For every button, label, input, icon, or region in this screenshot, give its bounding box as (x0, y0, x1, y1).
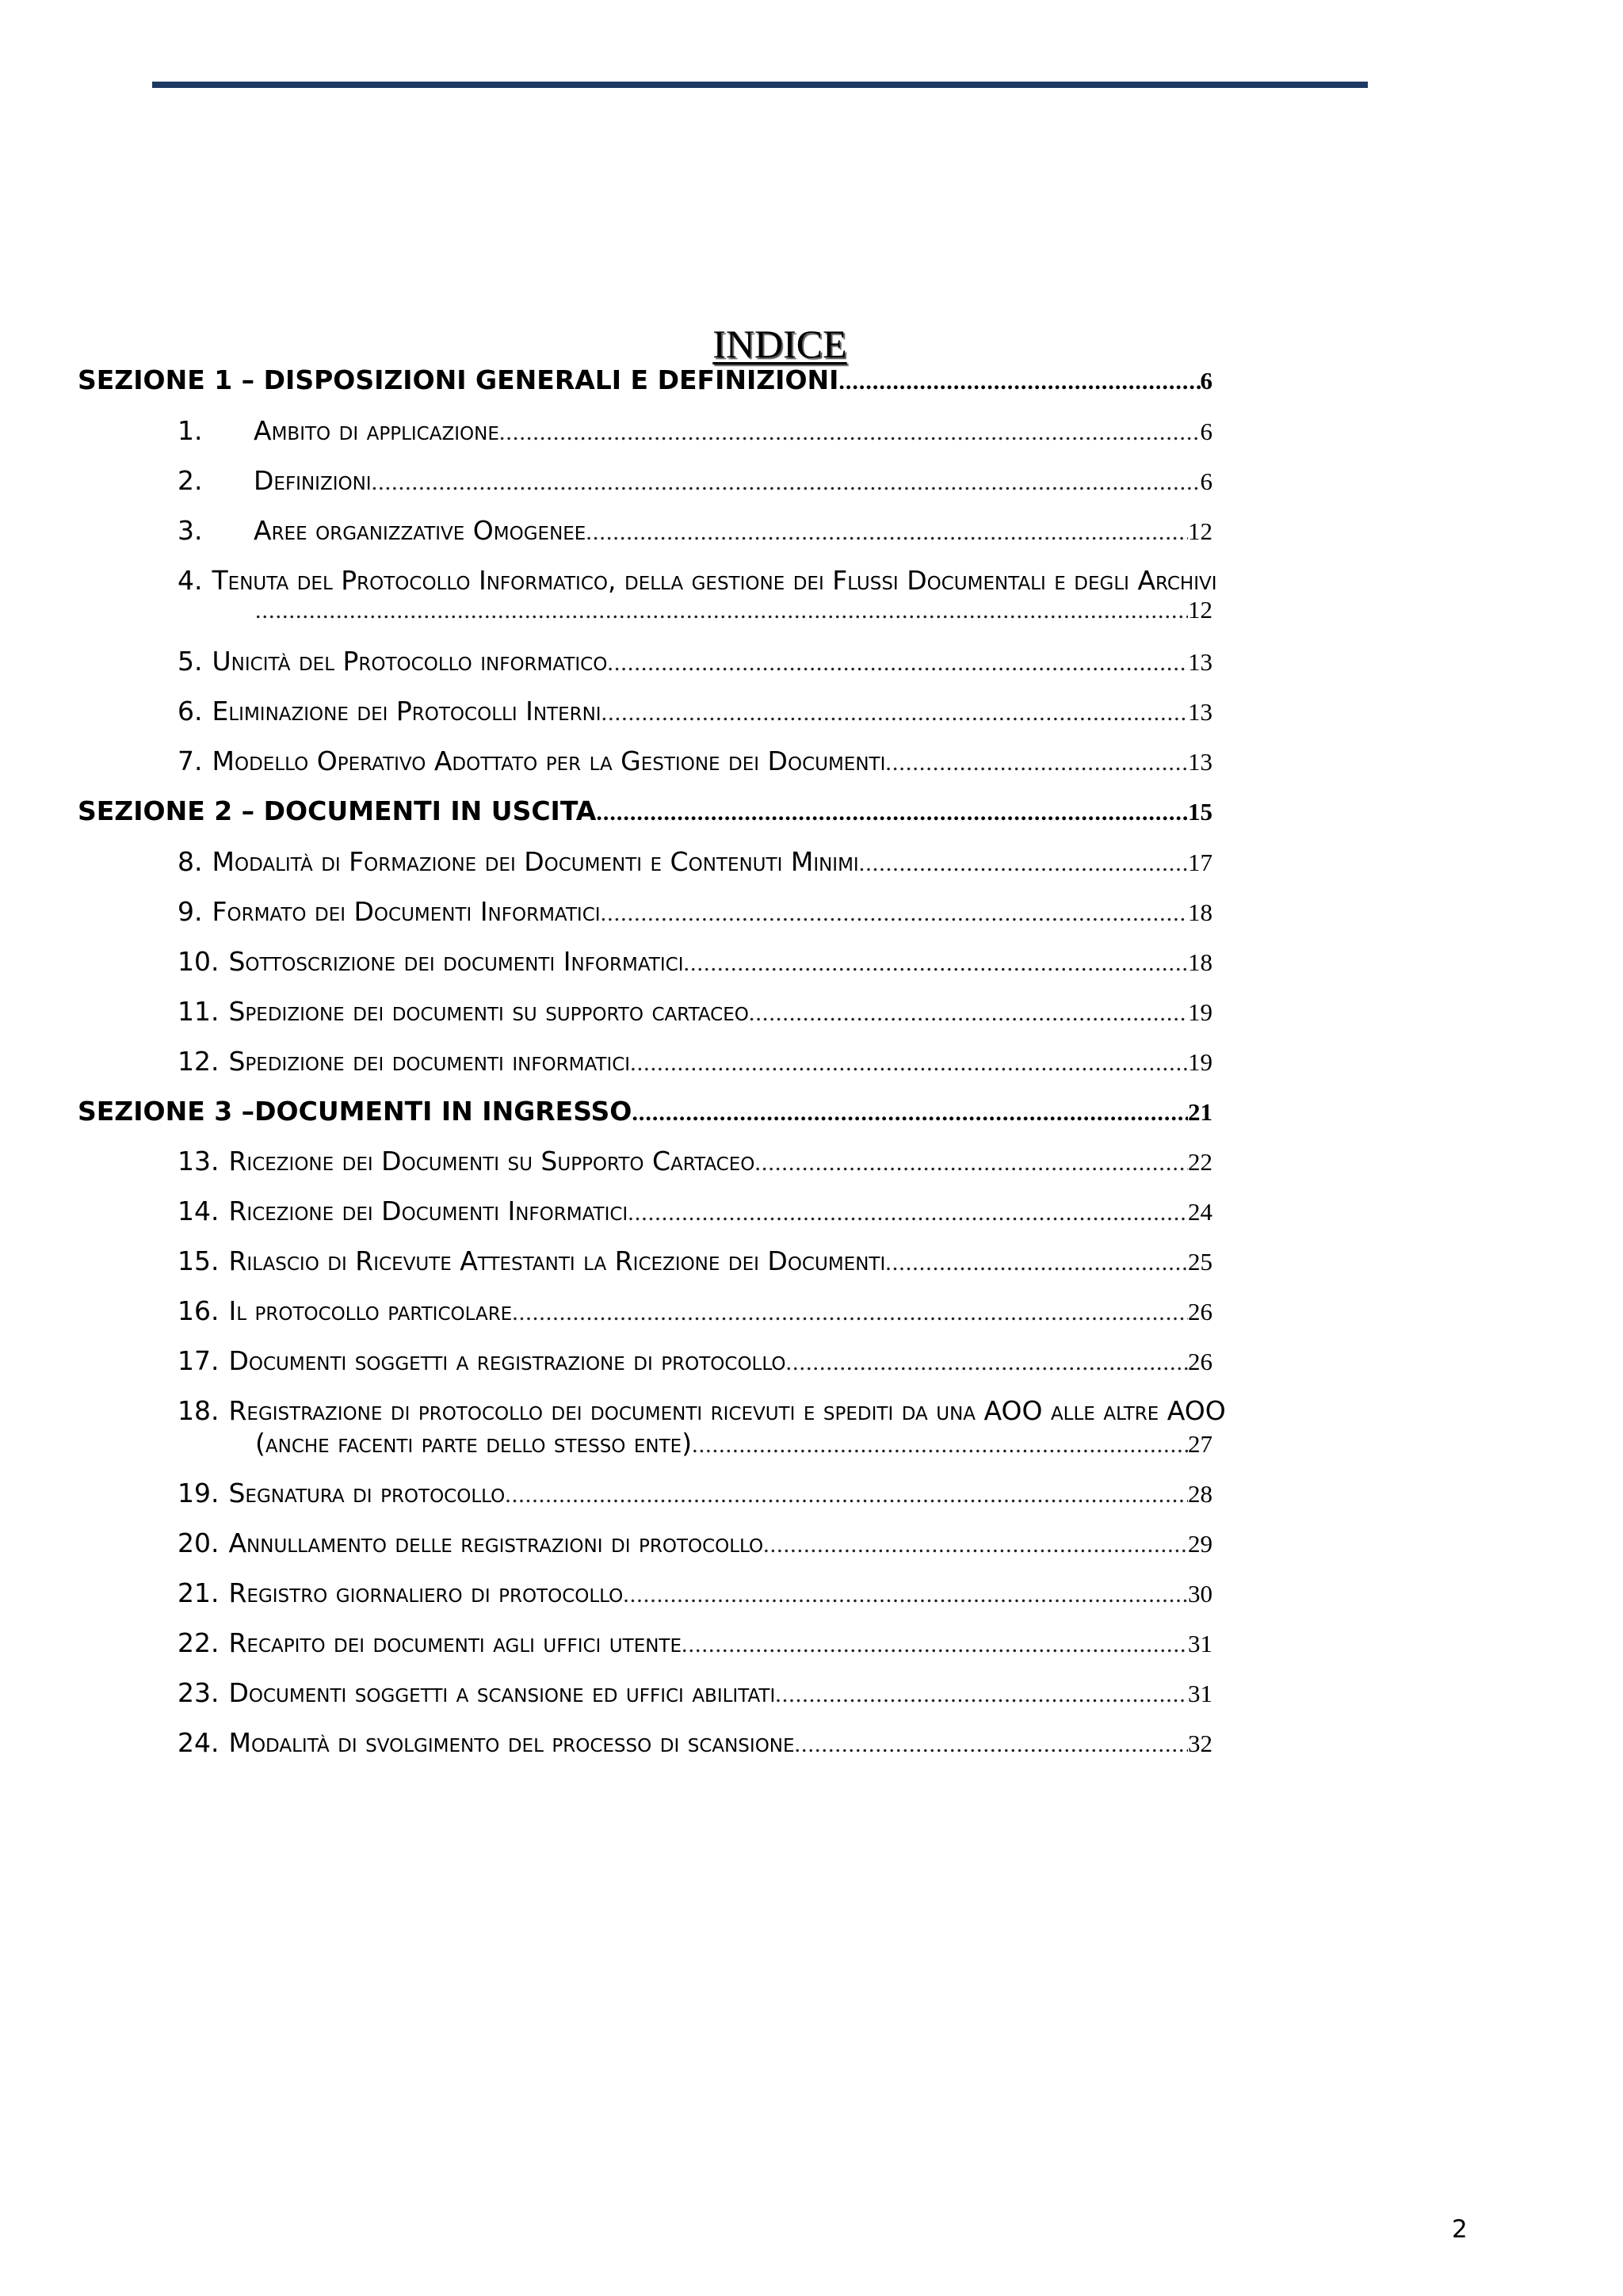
toc-section-label: SEZIONE 3 –DOCUMENTI IN INGRESSO (78, 1096, 632, 1127)
dot-leader (754, 1150, 1188, 1177)
toc-page-number: 12 (1188, 596, 1212, 624)
dot-leader (630, 1050, 1188, 1077)
toc-page-number: 22 (1188, 1148, 1212, 1176)
dot-leader (607, 650, 1188, 677)
dot-leader (859, 850, 1188, 877)
toc-entry-number: 5. (178, 646, 203, 677)
dot-leader (596, 799, 1188, 826)
toc-entry-label: Modalità di svolgimento del processo di scansione (228, 1727, 795, 1758)
toc-entry-11[interactable] (178, 996, 1212, 1027)
toc-entry-number: 21. (178, 1577, 220, 1608)
toc-entry-3[interactable] (178, 515, 1212, 546)
toc-section-1[interactable] (78, 364, 1212, 395)
toc-page-number: 31 (1188, 1630, 1212, 1657)
toc-entry-number: 4. (178, 565, 203, 596)
dot-leader (692, 1432, 1188, 1459)
toc-entry-number: 6. (178, 696, 203, 727)
dot-leader (628, 1199, 1188, 1226)
toc-entry-8[interactable] (178, 846, 1212, 877)
dot-leader (632, 1100, 1188, 1127)
toc-entry-1[interactable] (178, 415, 1212, 446)
dot-leader (601, 900, 1188, 927)
toc-entry-label: Segnatura di protocollo (228, 1478, 506, 1508)
toc-entry-10[interactable] (178, 946, 1212, 977)
toc-page-number: 27 (1188, 1430, 1212, 1458)
dot-leader (623, 1581, 1188, 1608)
toc-page-number: 29 (1188, 1530, 1212, 1558)
toc-entry-number: 3. (178, 515, 203, 546)
toc-entry-number: 16. (178, 1295, 220, 1326)
toc-page-number: 6 (1200, 418, 1212, 445)
toc-entry-number: 8. (178, 846, 203, 877)
toc-entry-label: Formato dei Documenti Informatici (212, 896, 601, 927)
toc-page-number: 26 (1188, 1298, 1212, 1325)
dot-leader (499, 419, 1201, 446)
toc-entry-number: 20. (178, 1527, 220, 1558)
toc-entry-label: Unicità del Protocollo informatico (212, 646, 608, 677)
toc-entry-4-continuation[interactable] (255, 596, 1212, 624)
toc-entry-label: Sottoscrizione dei documenti Informatici (228, 946, 684, 977)
toc-page-number: 13 (1188, 698, 1212, 726)
dot-leader (749, 1000, 1188, 1027)
toc-entry-number: 2. (178, 465, 203, 496)
toc-entry-label: Documenti soggetti a registrazione di protocollo (228, 1345, 786, 1376)
dot-leader (885, 749, 1188, 776)
toc-entry-number: 11. (178, 996, 220, 1027)
toc-entry-label: Definizioni (254, 465, 372, 496)
toc-page-number: 15 (1188, 798, 1212, 826)
toc-entry-2[interactable] (178, 465, 1212, 496)
dot-leader (885, 1249, 1188, 1276)
toc-entry-label: Ambito di applicazione (254, 415, 499, 446)
toc-entry-7[interactable] (178, 746, 1212, 776)
toc-entry-number: 14. (178, 1196, 220, 1226)
toc-entry-24[interactable] (178, 1727, 1212, 1758)
toc-entry-number: 23. (178, 1677, 220, 1708)
toc-entry-label: Tenuta del Protocollo Informatico, della gestione dei Flussi Documentali e degli Archivi (212, 565, 1217, 596)
toc-page-number: 18 (1188, 898, 1212, 926)
toc-entry-13[interactable] (178, 1146, 1212, 1177)
toc-page-number: 18 (1188, 948, 1212, 976)
toc-entry-number: 18. (178, 1395, 220, 1426)
toc-page-number: 32 (1188, 1730, 1212, 1757)
toc-entry-number: 24. (178, 1727, 220, 1758)
toc-entry-15[interactable] (178, 1245, 1212, 1276)
toc-entry-14[interactable] (178, 1196, 1212, 1226)
toc-page-number: 26 (1188, 1348, 1212, 1375)
dot-leader (372, 469, 1201, 496)
toc-entry-5[interactable] (178, 646, 1212, 677)
dot-leader (775, 1681, 1188, 1708)
dot-leader (795, 1731, 1188, 1758)
toc-section-2[interactable] (78, 795, 1212, 826)
toc-entry-6[interactable] (178, 696, 1212, 727)
toc-page-number: 19 (1188, 1048, 1212, 1076)
dot-leader (255, 597, 1188, 624)
toc-entry-label: Spedizione dei documenti su supporto cartaceo (228, 996, 749, 1027)
toc-page-number: 25 (1188, 1248, 1212, 1276)
toc-title: INDICE (712, 321, 847, 366)
toc-page-number: 24 (1188, 1198, 1212, 1226)
dot-leader (586, 519, 1188, 546)
dot-leader (512, 1299, 1188, 1326)
toc-entry-label: Eliminazione dei Protocolli Interni (212, 696, 601, 727)
toc-entry-9[interactable] (178, 896, 1212, 927)
toc-entry-label: Ricezione dei Documenti su Supporto Cartaceo (228, 1146, 755, 1177)
dot-leader (763, 1531, 1188, 1558)
toc-entry-label: Aree organizzative Omogenee (254, 515, 586, 546)
toc-entry-number: 10. (178, 946, 220, 977)
dot-leader (683, 950, 1188, 977)
toc-entry-23[interactable] (178, 1677, 1212, 1708)
toc-page-number: 19 (1188, 998, 1212, 1026)
toc-entry-20[interactable] (178, 1527, 1212, 1558)
toc-entry-4[interactable] (178, 565, 1447, 596)
toc-entry-19[interactable] (178, 1478, 1212, 1508)
toc-entry-number: 9. (178, 896, 203, 927)
toc-entry-number: 17. (178, 1345, 220, 1376)
dot-leader (785, 1349, 1188, 1376)
toc-page-number: 31 (1188, 1680, 1212, 1707)
toc-section-label: SEZIONE 2 – DOCUMENTI IN USCITA (78, 795, 597, 826)
toc-entry-number: 1. (178, 415, 203, 446)
dot-leader (601, 700, 1188, 727)
toc-page-number: 30 (1188, 1580, 1212, 1608)
toc-entry-label: Documenti soggetti a scansione ed uffici abilitati (228, 1677, 776, 1708)
toc-page-number: 21 (1188, 1098, 1212, 1126)
toc-entry-12[interactable] (178, 1046, 1212, 1077)
toc-entry-label: Spedizione dei documenti informatici (228, 1046, 631, 1077)
toc-entry-number: 15. (178, 1245, 220, 1276)
toc-entry-number: 19. (178, 1478, 220, 1508)
toc-page-number: 12 (1188, 517, 1212, 545)
toc-entry-label: Il protocollo particolare (228, 1295, 513, 1326)
page-number: 2 (1452, 2215, 1468, 2244)
toc-entry-number: 12. (178, 1046, 220, 1077)
toc-entry-22[interactable] (178, 1627, 1212, 1658)
toc-entry-label: Rilascio di Ricevute Attestanti la Ricezione dei Documenti (228, 1245, 886, 1276)
toc-entry-16[interactable] (178, 1295, 1212, 1326)
toc-entry-number: 13. (178, 1146, 220, 1177)
toc-entry-label: Registrazione di protocollo dei documenti ricevuti e spediti da una AOO alle altre AOO (228, 1395, 1226, 1426)
toc-page-number: 13 (1188, 748, 1212, 776)
dot-leader (505, 1482, 1188, 1508)
toc-entry-17[interactable] (178, 1345, 1212, 1376)
toc-page-number: 6 (1200, 467, 1212, 495)
toc-page-number: 28 (1188, 1480, 1212, 1508)
toc-entry-label: Annullamento delle registrazioni di protocollo (228, 1527, 764, 1558)
toc-entry-number: 22. (178, 1627, 220, 1658)
toc-entry-label: Recapito dei documenti agli uffici utente (228, 1627, 682, 1658)
toc-section-3[interactable] (78, 1096, 1212, 1127)
toc-entry-label: Modello Operativo Adottato per la Gestione dei Documenti (212, 746, 886, 776)
dot-leader (682, 1631, 1188, 1658)
toc-entry-label-continued: (anche facenti parte dello stesso ente) (255, 1428, 693, 1459)
toc-entry-label: Modalità di Formazione dei Documenti e Contenuti Minimi (212, 846, 859, 877)
toc-entry-label: Ricezione dei Documenti Informatici (228, 1196, 628, 1226)
toc-entry-first-line (178, 565, 1217, 596)
toc-page-number: 6 (1200, 367, 1212, 395)
toc-entry-18-continuation[interactable] (255, 1428, 1212, 1459)
toc-section-label: SEZIONE 1 – DISPOSIZIONI GENERALI E DEFINIZIONI (78, 364, 839, 395)
toc-page-number: 17 (1188, 849, 1212, 876)
toc-page-number: 13 (1188, 648, 1212, 676)
dot-leader (838, 368, 1200, 395)
toc-entry-label: Registro giornaliero di protocollo (228, 1577, 624, 1608)
toc-entry-21[interactable] (178, 1577, 1212, 1608)
toc-entry-number: 7. (178, 746, 203, 776)
toc-entry-18[interactable] (178, 1395, 1447, 1426)
